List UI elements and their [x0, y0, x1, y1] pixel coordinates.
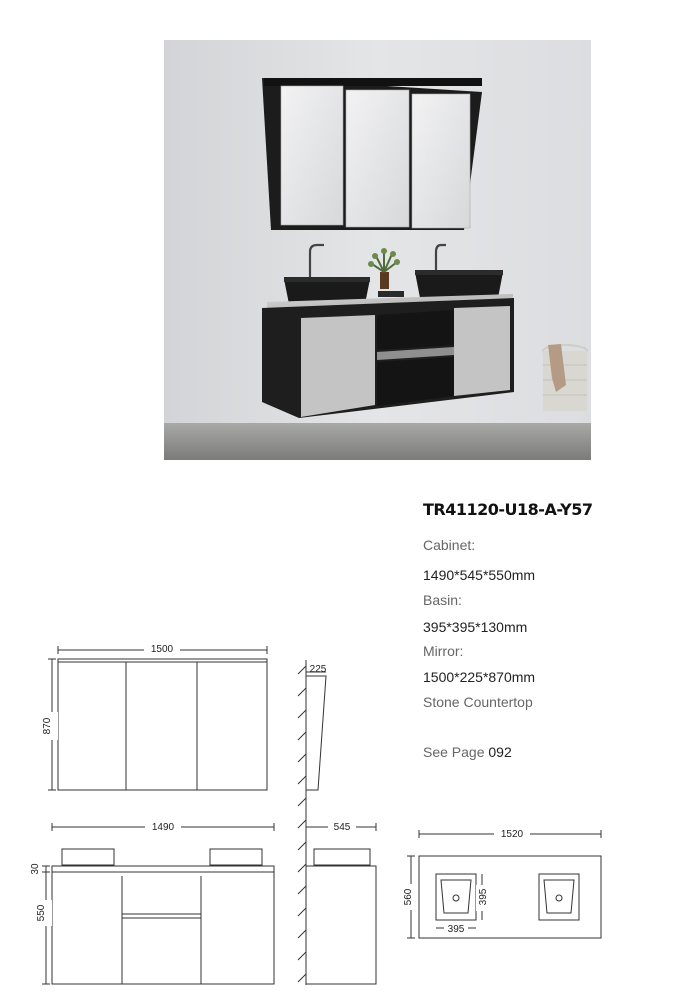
countertop-note: Stone Countertop — [423, 694, 533, 710]
dim-cabinet-top: 30 — [30, 863, 41, 875]
spec-value-cabinet: 1490*545*550mm — [423, 567, 536, 583]
cabinet-front-drawing — [42, 823, 274, 984]
dim-mirror-height: 870 — [42, 717, 53, 735]
dim-mirror-depth: 225 — [309, 664, 327, 675]
dim-basin-width: 395 — [447, 924, 465, 935]
dim-cabinet-depth: 545 — [333, 822, 351, 833]
spec-label-basin: Basin: — [423, 592, 462, 608]
dim-basin-depth: 395 — [478, 888, 489, 906]
dim-mirror-width: 1500 — [150, 644, 174, 655]
spec-label-mirror: Mirror: — [423, 643, 464, 659]
see-page-label: See Page — [423, 744, 485, 760]
dim-cabinet-height: 550 — [36, 904, 47, 922]
dim-countertop-width: 1520 — [500, 829, 524, 840]
cabinet-side-drawing — [306, 823, 376, 984]
wall-section-drawing — [298, 660, 306, 985]
countertop-top-drawing — [407, 830, 601, 938]
spec-value-mirror: 1500*225*870mm — [423, 669, 536, 685]
dim-countertop-depth: 560 — [403, 888, 414, 906]
spec-label-cabinet: Cabinet: — [423, 537, 476, 553]
mirror-front-drawing — [48, 646, 267, 790]
product-model: TR41120-U18-A-Y57 — [423, 500, 593, 519]
dim-cabinet-width: 1490 — [151, 822, 175, 833]
see-page-number: 092 — [488, 744, 512, 760]
spec-value-basin: 395*395*130mm — [423, 619, 528, 635]
mirror-side-drawing — [306, 672, 326, 790]
